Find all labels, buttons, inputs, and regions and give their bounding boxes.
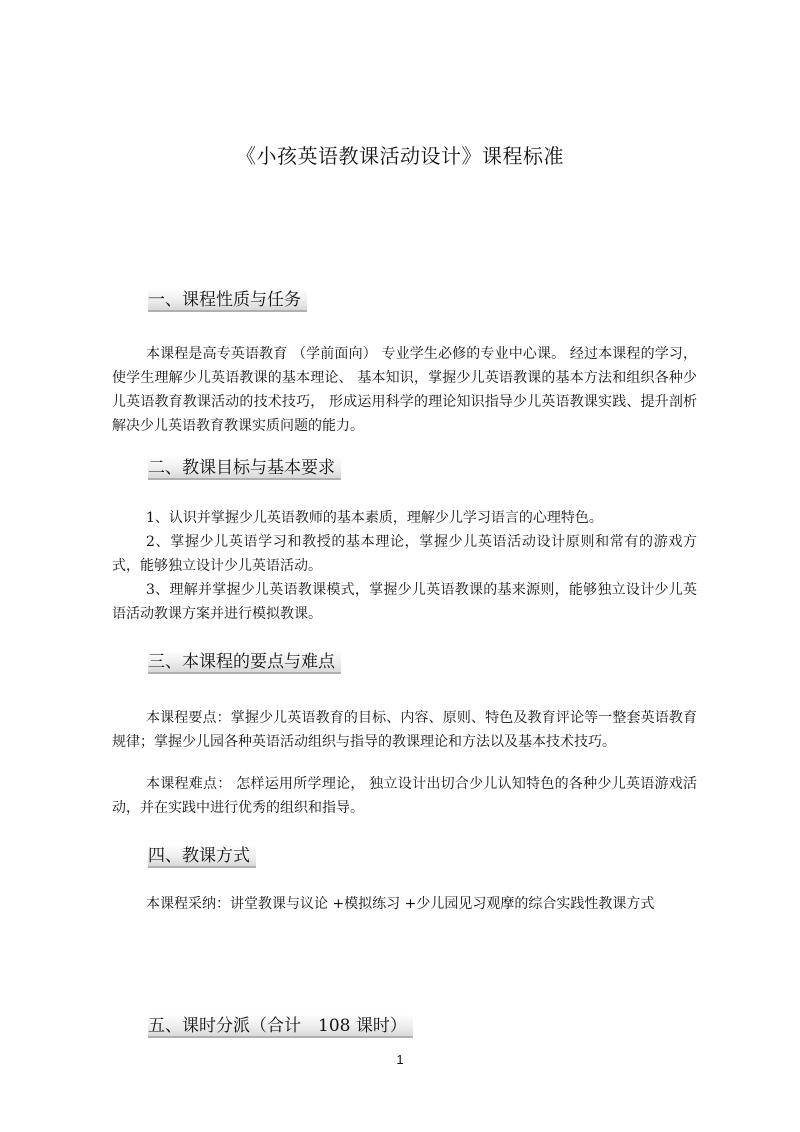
paragraph-difficulties: 本课程难点： 怎样运用所学理论， 独立设计出切合少儿认知特色的各种少儿英语游戏活动，并在实践中进行优秀的组织和指导。 [112, 776, 697, 816]
objective-item-1: 1、认识并掌握少儿英语教师的基本素质，理解少儿学习语言的心理特色。 [146, 510, 603, 526]
objective-item-2: 2、掌握少儿英语学习和教授的基本理论，掌握少儿英语活动设计原则和常有的游戏方式，能够独立设计少儿英语活动。 [112, 534, 697, 574]
objective-item-3: 3、理解并掌握少儿英语教课模式，掌握少儿英语教课的基来源则，能够独立设计少儿英语活动教课方案并进行模拟教课。 [112, 582, 697, 622]
paragraph-teaching-method: 本课程采纳：讲堂教课与议论 +模拟练习 +少儿园见习观摩的综合实践性教课方式 [146, 896, 655, 912]
section-heading-hours: 五、课时分派（合计 108 课时） [148, 1014, 413, 1038]
section-heading-objectives: 二、教课目标与基本要求 [148, 456, 341, 480]
page-number: 1 [396, 1052, 404, 1067]
paragraph-key-points: 本课程要点：掌握少儿英语教育的目标、内容、原则、特色及教育评论等一整套英语教育规律；掌握少儿园各种英语活动组织与指导的教课理论和方法以及基本技术技巧。 [112, 710, 697, 750]
paragraph-course-nature: 本课程是高专英语教育 （学前面向） 专业学生必修的专业中心课。 经过本课程的学习，使学生理解少儿英语教课的基本理论、 基本知识，掌握少儿英语教课的基本方法和组织各种少儿英语教育教课活动的技术技巧， 形成运用科学的理论知识指导少儿英语教课实践、提升剖析解决少儿英语教育教课实质问题的能力。 [112, 346, 697, 434]
section-heading-key-points: 三、本课程的要点与难点 [148, 650, 341, 674]
section-heading-nature: 一、课程性质与任务 [148, 288, 307, 312]
page-title: 《小孩英语教课活动设计》课程标准 [236, 144, 564, 168]
section-heading-teaching-method: 四、教课方式 [148, 844, 256, 868]
